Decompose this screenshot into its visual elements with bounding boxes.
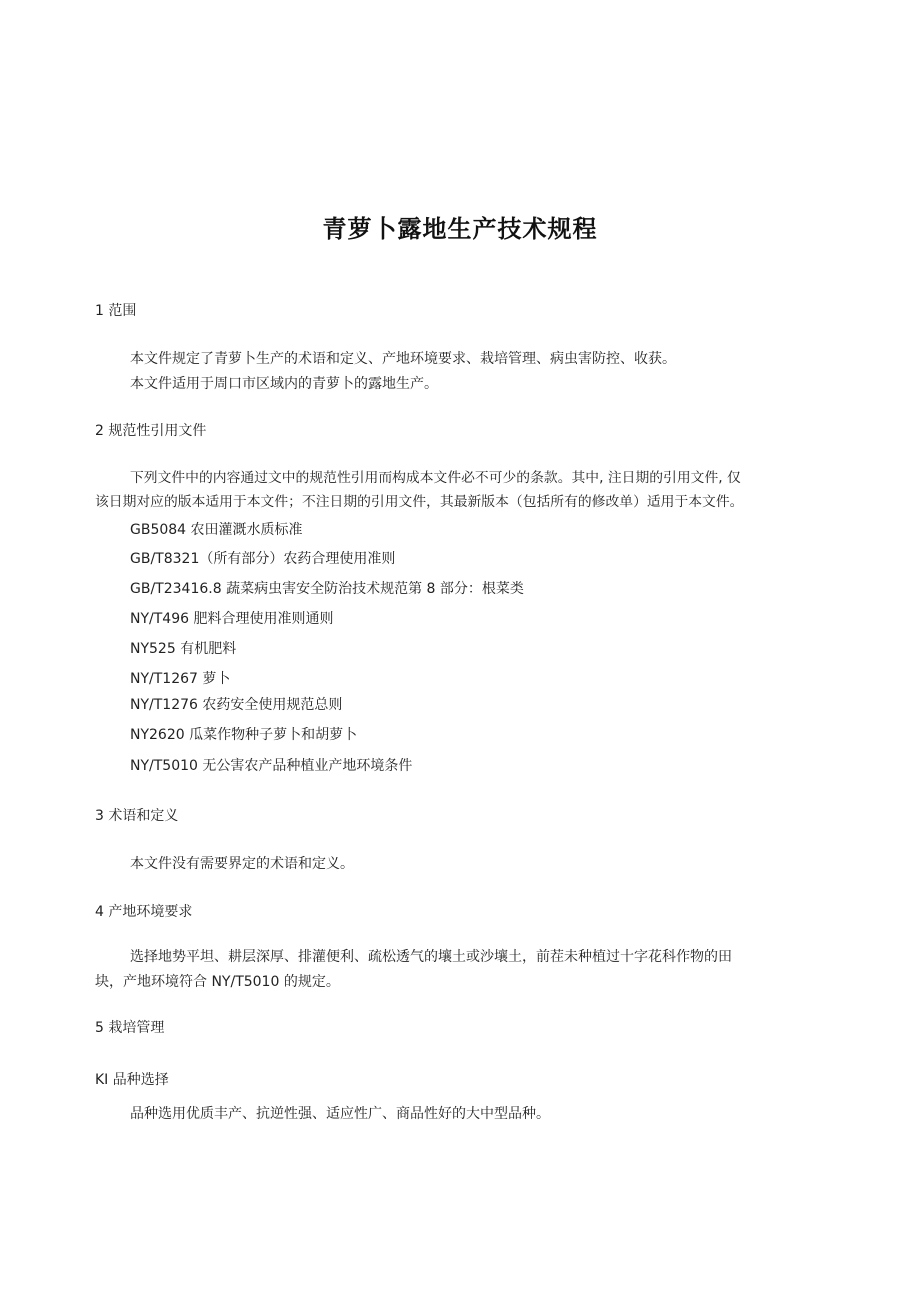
reference-item: NY/T5010 无公害农产品种植业产地环境条件 bbox=[130, 758, 413, 774]
section-heading-normative: 2 规范性引用文件 bbox=[95, 423, 207, 439]
section-heading-scope: 1 范围 bbox=[95, 303, 137, 319]
section-heading-cultivation: 5 栽培管理 bbox=[95, 1020, 165, 1036]
section-heading-terms: 3 术语和定义 bbox=[95, 808, 179, 824]
reference-item: NY/T496 肥料合理使用准则通则 bbox=[130, 611, 334, 627]
environment-line-1: 选择地势平坦、耕层深厚、排灌便利、疏松透气的壤土或沙壤土，前茬未种植过十字花科作物的田 bbox=[130, 949, 732, 965]
normative-intro-line-2: 该日期对应的版本适用于本文件；不注日期的引用文件，其最新版本（包括所有的修改单）适用于本文件。 bbox=[95, 494, 744, 510]
subsection-heading-variety: KI 品种选择 bbox=[95, 1072, 169, 1088]
reference-item: NY525 有机肥料 bbox=[130, 641, 237, 657]
environment-line-2: 块，产地环境符合 NY/T5010 的规定。 bbox=[95, 974, 340, 990]
variety-paragraph: 品种选用优质丰产、抗逆性强、适应性广、商品性好的大中型品种。 bbox=[130, 1106, 550, 1122]
section-heading-environment: 4 产地环境要求 bbox=[95, 904, 193, 920]
reference-item: GB5084 农田灌溉水质标准 bbox=[130, 522, 303, 538]
reference-item: GB/T23416.8 蔬菜病虫害安全防治技术规范第 8 部分：根菜类 bbox=[130, 581, 524, 597]
normative-intro-line-1: 下列文件中的内容通过文中的规范性引用而构成本文件必不可少的条款。其中, 注日期的引用文件, 仅 bbox=[130, 470, 741, 486]
document-title: 青萝卜露地生产技术规程 bbox=[322, 215, 598, 243]
reference-item: GB/T8321（所有部分）农药合理使用准则 bbox=[130, 551, 396, 567]
reference-item: NY/T1276 农药安全使用规范总则 bbox=[130, 697, 343, 713]
scope-paragraph-2: 本文件适用于周口市区域内的青萝卜的露地生产。 bbox=[130, 376, 438, 392]
reference-item: NY/T1267 萝卜 bbox=[130, 671, 231, 687]
reference-item: NY2620 瓜菜作物种子萝卜和胡萝卜 bbox=[130, 727, 358, 743]
terms-paragraph: 本文件没有需要界定的术语和定义。 bbox=[130, 856, 354, 872]
scope-paragraph-1: 本文件规定了青萝卜生产的术语和定义、产地环境要求、栽培管理、病虫害防控、收获。 bbox=[130, 351, 676, 367]
